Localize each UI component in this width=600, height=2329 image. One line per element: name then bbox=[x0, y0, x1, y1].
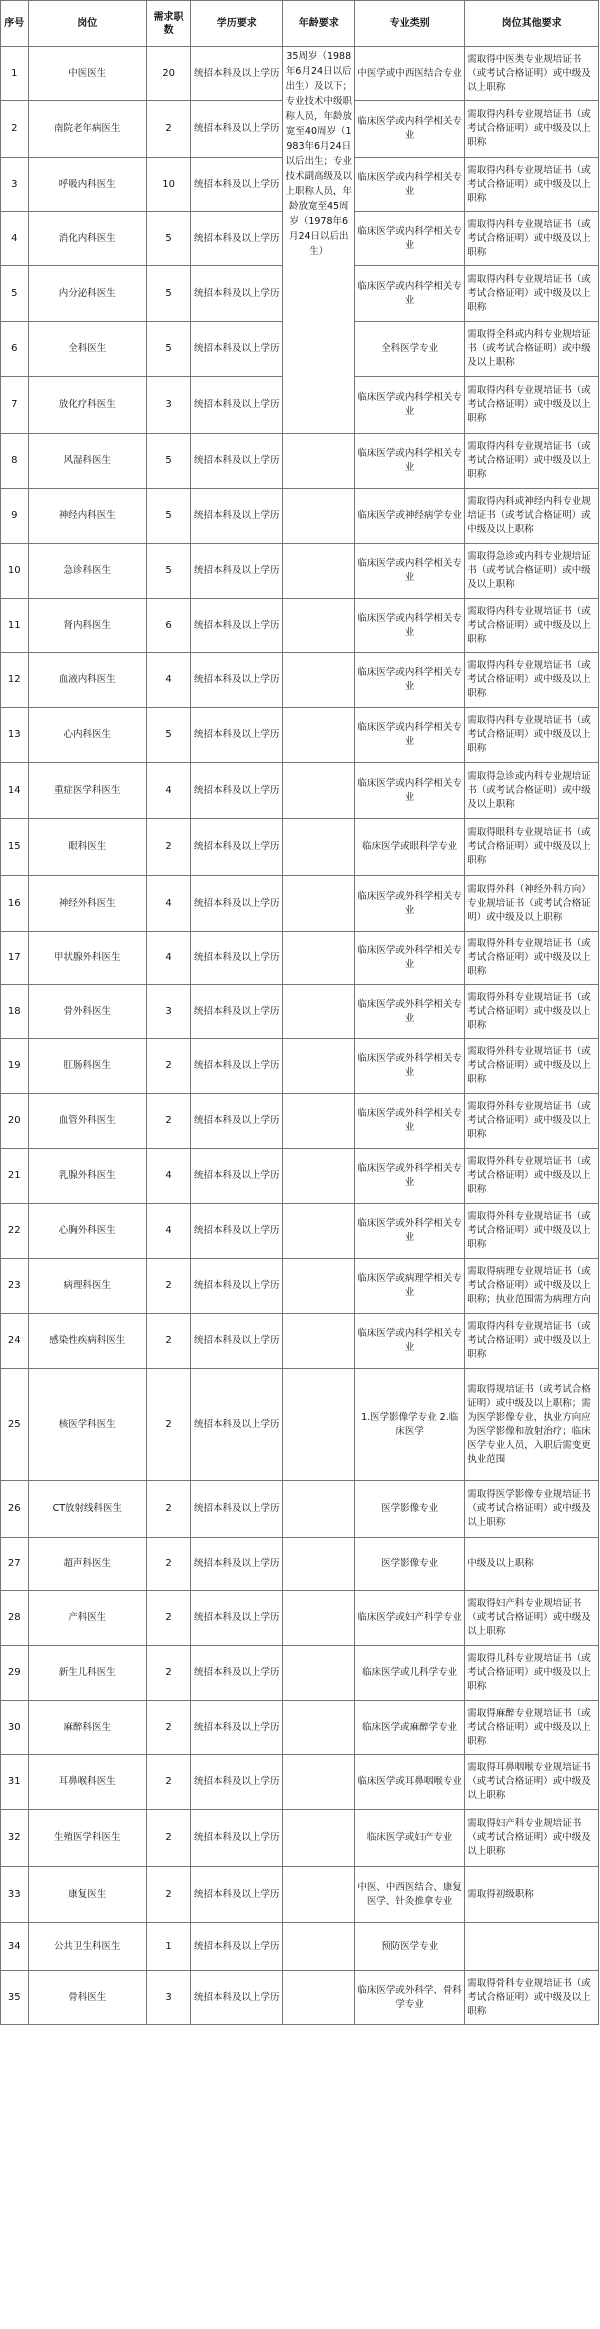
cell-education: 统招本科及以上学历 bbox=[191, 1646, 283, 1701]
cell-post: 肛肠科医生 bbox=[28, 1039, 146, 1094]
table-row bbox=[1, 1810, 599, 1867]
cell-education: 统招本科及以上学历 bbox=[191, 1810, 283, 1867]
cell-post: 肾内科医生 bbox=[28, 599, 146, 653]
cell-age-blank bbox=[283, 1039, 355, 1094]
cell-other-requirements: 需取得外科专业规培证书（或考试合格证明）或中级及以上职称 bbox=[465, 1094, 599, 1149]
cell-age-blank bbox=[283, 1259, 355, 1314]
cell-no: 31 bbox=[1, 1755, 29, 1810]
cell-education: 统招本科及以上学历 bbox=[191, 212, 283, 266]
cell-age-blank bbox=[283, 1314, 355, 1369]
cell-education: 统招本科及以上学历 bbox=[191, 653, 283, 708]
cell-age-blank bbox=[283, 819, 355, 876]
cell-age-blank bbox=[283, 1646, 355, 1701]
cell-education: 统招本科及以上学历 bbox=[191, 1481, 283, 1538]
cell-post: 超声科医生 bbox=[28, 1538, 146, 1591]
table-row bbox=[1, 763, 599, 819]
cell-count: 4 bbox=[147, 763, 191, 819]
cell-education: 统招本科及以上学历 bbox=[191, 489, 283, 544]
cell-age-blank bbox=[283, 599, 355, 653]
cell-major: 临床医学或内科学相关专业 bbox=[355, 599, 465, 653]
cell-education: 统招本科及以上学历 bbox=[191, 1971, 283, 2025]
cell-count: 3 bbox=[147, 1971, 191, 2025]
cell-education: 统招本科及以上学历 bbox=[191, 544, 283, 599]
cell-no: 23 bbox=[1, 1259, 29, 1314]
cell-education: 统招本科及以上学历 bbox=[191, 1867, 283, 1923]
cell-major: 临床医学或内科学相关专业 bbox=[355, 544, 465, 599]
cell-education: 统招本科及以上学历 bbox=[191, 876, 283, 932]
cell-no: 7 bbox=[1, 377, 29, 434]
cell-major: 临床医学或外科学相关专业 bbox=[355, 1204, 465, 1259]
cell-other-requirements bbox=[465, 1923, 599, 1971]
cell-age-blank bbox=[283, 985, 355, 1039]
cell-education: 统招本科及以上学历 bbox=[191, 1094, 283, 1149]
cell-no: 10 bbox=[1, 544, 29, 599]
cell-age-blank bbox=[283, 1810, 355, 1867]
cell-major: 医学影像专业 bbox=[355, 1538, 465, 1591]
table-body bbox=[1, 47, 599, 2025]
table-row bbox=[1, 1971, 599, 2025]
header-other: 岗位其他要求 bbox=[465, 1, 599, 47]
table-row bbox=[1, 1204, 599, 1259]
cell-other-requirements: 需取得内科专业规培证书（或考试合格证明）或中级及以上职称 bbox=[465, 434, 599, 489]
cell-education: 统招本科及以上学历 bbox=[191, 1259, 283, 1314]
cell-major: 临床医学或内科学相关专业 bbox=[355, 653, 465, 708]
table-row bbox=[1, 1314, 599, 1369]
cell-other-requirements: 需取得外科专业规培证书（或考试合格证明）或中级及以上职称 bbox=[465, 932, 599, 985]
cell-count: 6 bbox=[147, 599, 191, 653]
cell-other-requirements: 需取得内科专业规培证书（或考试合格证明）或中级及以上职称 bbox=[465, 708, 599, 763]
cell-count: 2 bbox=[147, 1314, 191, 1369]
cell-major: 预防医学专业 bbox=[355, 1923, 465, 1971]
cell-post: 甲状腺外科医生 bbox=[28, 932, 146, 985]
cell-no: 35 bbox=[1, 1971, 29, 2025]
cell-post: 南院老年病医生 bbox=[28, 101, 146, 158]
cell-other-requirements: 需取得外科专业规培证书（或考试合格证明）或中级及以上职称 bbox=[465, 985, 599, 1039]
cell-other-requirements: 需取得外科专业规培证书（或考试合格证明）或中级及以上职称 bbox=[465, 1039, 599, 1094]
cell-education: 统招本科及以上学历 bbox=[191, 1591, 283, 1646]
cell-major: 临床医学或外科学相关专业 bbox=[355, 932, 465, 985]
cell-post: 神经内科医生 bbox=[28, 489, 146, 544]
cell-other-requirements: 需取得病理专业规培证书（或考试合格证明）或中级及以上职称；执业范围需为病理方向 bbox=[465, 1259, 599, 1314]
cell-count: 1 bbox=[147, 1923, 191, 1971]
cell-age-blank bbox=[283, 1867, 355, 1923]
cell-no: 2 bbox=[1, 101, 29, 158]
cell-post: 呼吸内科医生 bbox=[28, 158, 146, 212]
cell-other-requirements: 需取得骨科专业规培证书（或考试合格证明）或中级及以上职称 bbox=[465, 1971, 599, 2025]
cell-count: 5 bbox=[147, 266, 191, 322]
table-row bbox=[1, 819, 599, 876]
cell-age-blank bbox=[283, 1149, 355, 1204]
cell-age-blank bbox=[283, 1204, 355, 1259]
cell-post: 眼科医生 bbox=[28, 819, 146, 876]
cell-major: 全科医学专业 bbox=[355, 322, 465, 377]
cell-age-requirement: 35周岁（1988年6月24日以后出生）及以下；专业技术中级职称人员，年龄放宽至40周岁（1983年6月24日以后出生；专业技术副高级及以上职称人员，年龄放宽至45周岁（1978年6月24日以后出生） bbox=[283, 47, 355, 434]
cell-count: 20 bbox=[147, 47, 191, 101]
cell-count: 2 bbox=[147, 101, 191, 158]
cell-major: 临床医学或神经病学专业 bbox=[355, 489, 465, 544]
cell-other-requirements: 需取得规培证书（或考试合格证明）或中级及以上职称；需为医学影像专业，执业方向应为医学影像和放射治疗；临床医学专业人员，入职后需变更执业范围 bbox=[465, 1369, 599, 1481]
cell-post: 新生儿科医生 bbox=[28, 1646, 146, 1701]
cell-education: 统招本科及以上学历 bbox=[191, 932, 283, 985]
cell-count: 4 bbox=[147, 653, 191, 708]
cell-no: 22 bbox=[1, 1204, 29, 1259]
table-row bbox=[1, 434, 599, 489]
table-row bbox=[1, 1867, 599, 1923]
cell-other-requirements: 需取得内科专业规培证书（或考试合格证明）或中级及以上职称 bbox=[465, 101, 599, 158]
cell-count: 2 bbox=[147, 1538, 191, 1591]
cell-age-blank bbox=[283, 1369, 355, 1481]
cell-other-requirements: 需取得外科专业规培证书（或考试合格证明）或中级及以上职称 bbox=[465, 1204, 599, 1259]
cell-no: 1 bbox=[1, 47, 29, 101]
cell-post: 生殖医学科医生 bbox=[28, 1810, 146, 1867]
cell-count: 5 bbox=[147, 544, 191, 599]
cell-major: 临床医学或外科学、骨科学专业 bbox=[355, 1971, 465, 2025]
cell-count: 3 bbox=[147, 377, 191, 434]
cell-other-requirements: 需取得中医类专业规培证书（或考试合格证明）或中级及以上职称 bbox=[465, 47, 599, 101]
cell-post: 核医学科医生 bbox=[28, 1369, 146, 1481]
cell-major: 临床医学或内科学相关专业 bbox=[355, 101, 465, 158]
cell-count: 2 bbox=[147, 1094, 191, 1149]
cell-other-requirements: 需取得内科专业规培证书（或考试合格证明）或中级及以上职称 bbox=[465, 212, 599, 266]
cell-age-blank bbox=[283, 1701, 355, 1755]
table-row bbox=[1, 1646, 599, 1701]
cell-count: 4 bbox=[147, 1204, 191, 1259]
cell-major: 临床医学或麻醉学专业 bbox=[355, 1701, 465, 1755]
cell-no: 14 bbox=[1, 763, 29, 819]
cell-count: 2 bbox=[147, 819, 191, 876]
cell-major: 临床医学或外科学相关专业 bbox=[355, 1039, 465, 1094]
cell-major: 临床医学或内科学相关专业 bbox=[355, 212, 465, 266]
cell-count: 2 bbox=[147, 1701, 191, 1755]
cell-other-requirements: 需取得耳鼻咽喉专业规培证书（或考试合格证明）或中级及以上职称 bbox=[465, 1755, 599, 1810]
cell-age-blank bbox=[283, 932, 355, 985]
cell-post: 风湿科医生 bbox=[28, 434, 146, 489]
cell-no: 34 bbox=[1, 1923, 29, 1971]
cell-other-requirements: 需取得初级职称 bbox=[465, 1867, 599, 1923]
cell-major: 临床医学或妇产专业 bbox=[355, 1810, 465, 1867]
cell-post: 重症医学科医生 bbox=[28, 763, 146, 819]
cell-other-requirements: 需取得妇产科专业规培证书（或考试合格证明）或中级及以上职称 bbox=[465, 1591, 599, 1646]
cell-major: 临床医学或内科学相关专业 bbox=[355, 708, 465, 763]
cell-no: 19 bbox=[1, 1039, 29, 1094]
cell-major: 中医学或中西医结合专业 bbox=[355, 47, 465, 101]
cell-age-blank bbox=[283, 876, 355, 932]
table-row bbox=[1, 1481, 599, 1538]
cell-other-requirements: 需取得内科专业规培证书（或考试合格证明）或中级及以上职称 bbox=[465, 599, 599, 653]
cell-count: 2 bbox=[147, 1755, 191, 1810]
cell-no: 25 bbox=[1, 1369, 29, 1481]
cell-count: 2 bbox=[147, 1810, 191, 1867]
cell-other-requirements: 需取得眼科专业规培证书（或考试合格证明）或中级及以上职称 bbox=[465, 819, 599, 876]
cell-post: 内分泌科医生 bbox=[28, 266, 146, 322]
cell-no: 26 bbox=[1, 1481, 29, 1538]
cell-other-requirements: 需取得内科专业规培证书（或考试合格证明）或中级及以上职称 bbox=[465, 1314, 599, 1369]
cell-education: 统招本科及以上学历 bbox=[191, 763, 283, 819]
cell-post: 感染性疾病科医生 bbox=[28, 1314, 146, 1369]
cell-no: 13 bbox=[1, 708, 29, 763]
cell-post: 乳腺外科医生 bbox=[28, 1149, 146, 1204]
cell-no: 33 bbox=[1, 1867, 29, 1923]
cell-count: 5 bbox=[147, 708, 191, 763]
cell-major: 临床医学或妇产科学专业 bbox=[355, 1591, 465, 1646]
table-row bbox=[1, 47, 599, 101]
cell-major: 临床医学或外科学相关专业 bbox=[355, 1149, 465, 1204]
cell-count: 10 bbox=[147, 158, 191, 212]
cell-education: 统招本科及以上学历 bbox=[191, 377, 283, 434]
cell-no: 9 bbox=[1, 489, 29, 544]
cell-count: 5 bbox=[147, 434, 191, 489]
cell-age-blank bbox=[283, 1971, 355, 2025]
cell-count: 2 bbox=[147, 1646, 191, 1701]
cell-post: 中医医生 bbox=[28, 47, 146, 101]
table-row bbox=[1, 1701, 599, 1755]
cell-count: 5 bbox=[147, 212, 191, 266]
cell-other-requirements: 需取得全科或内科专业规培证书（或考试合格证明）或中级及以上职称 bbox=[465, 322, 599, 377]
cell-other-requirements: 需取得内科专业规培证书（或考试合格证明）或中级及以上职称 bbox=[465, 158, 599, 212]
cell-no: 5 bbox=[1, 266, 29, 322]
cell-count: 3 bbox=[147, 985, 191, 1039]
cell-other-requirements: 中级及以上职称 bbox=[465, 1538, 599, 1591]
cell-other-requirements: 需取得内科专业规培证书（或考试合格证明）或中级及以上职称 bbox=[465, 266, 599, 322]
cell-other-requirements: 需取得内科或神经内科专业规培证书（或考试合格证明）或中级及以上职称 bbox=[465, 489, 599, 544]
cell-count: 5 bbox=[147, 322, 191, 377]
cell-major: 临床医学或外科学相关专业 bbox=[355, 1094, 465, 1149]
cell-other-requirements: 需取得妇产科专业规培证书（或考试合格证明）或中级及以上职称 bbox=[465, 1810, 599, 1867]
cell-no: 4 bbox=[1, 212, 29, 266]
cell-age-blank bbox=[283, 489, 355, 544]
cell-no: 17 bbox=[1, 932, 29, 985]
cell-other-requirements: 需取得外科（神经外科方向）专业规培证书（或考试合格证明）或中级及以上职称 bbox=[465, 876, 599, 932]
cell-no: 18 bbox=[1, 985, 29, 1039]
cell-no: 6 bbox=[1, 322, 29, 377]
cell-education: 统招本科及以上学历 bbox=[191, 1701, 283, 1755]
cell-age-blank bbox=[283, 1923, 355, 1971]
table-row bbox=[1, 1039, 599, 1094]
cell-age-blank bbox=[283, 653, 355, 708]
cell-post: 康复医生 bbox=[28, 1867, 146, 1923]
cell-post: 全科医生 bbox=[28, 322, 146, 377]
cell-major: 临床医学或外科学相关专业 bbox=[355, 876, 465, 932]
cell-education: 统招本科及以上学历 bbox=[191, 47, 283, 101]
cell-other-requirements: 需取得外科专业规培证书（或考试合格证明）或中级及以上职称 bbox=[465, 1149, 599, 1204]
cell-major: 中医、中西医结合、康复医学、针灸推拿专业 bbox=[355, 1867, 465, 1923]
table-header-row bbox=[1, 1, 599, 47]
header-major: 专业类别 bbox=[355, 1, 465, 47]
cell-major: 1.医学影像学专业 2.临床医学 bbox=[355, 1369, 465, 1481]
cell-education: 统招本科及以上学历 bbox=[191, 1314, 283, 1369]
cell-count: 4 bbox=[147, 1149, 191, 1204]
table-row bbox=[1, 544, 599, 599]
cell-post: 骨外科医生 bbox=[28, 985, 146, 1039]
cell-age-blank bbox=[283, 1755, 355, 1810]
cell-major: 临床医学或内科学相关专业 bbox=[355, 377, 465, 434]
cell-no: 24 bbox=[1, 1314, 29, 1369]
cell-no: 28 bbox=[1, 1591, 29, 1646]
cell-count: 2 bbox=[147, 1369, 191, 1481]
cell-major: 临床医学或外科学相关专业 bbox=[355, 985, 465, 1039]
cell-post: 心内科医生 bbox=[28, 708, 146, 763]
cell-post: 放化疗科医生 bbox=[28, 377, 146, 434]
cell-major: 临床医学或眼科学专业 bbox=[355, 819, 465, 876]
table-row bbox=[1, 489, 599, 544]
cell-other-requirements: 需取得内科专业规培证书（或考试合格证明）或中级及以上职称 bbox=[465, 653, 599, 708]
cell-education: 统招本科及以上学历 bbox=[191, 1204, 283, 1259]
cell-post: 消化内科医生 bbox=[28, 212, 146, 266]
cell-no: 15 bbox=[1, 819, 29, 876]
table-row bbox=[1, 1923, 599, 1971]
cell-age-blank bbox=[283, 544, 355, 599]
table-row bbox=[1, 932, 599, 985]
cell-no: 3 bbox=[1, 158, 29, 212]
cell-count: 5 bbox=[147, 489, 191, 544]
table-row bbox=[1, 876, 599, 932]
cell-age-blank bbox=[283, 434, 355, 489]
cell-no: 30 bbox=[1, 1701, 29, 1755]
cell-age-blank bbox=[283, 1538, 355, 1591]
cell-count: 2 bbox=[147, 1259, 191, 1314]
header-education: 学历要求 bbox=[191, 1, 283, 47]
cell-no: 11 bbox=[1, 599, 29, 653]
table-row bbox=[1, 985, 599, 1039]
cell-age-blank bbox=[283, 1591, 355, 1646]
cell-post: 产科医生 bbox=[28, 1591, 146, 1646]
table-row bbox=[1, 708, 599, 763]
table-row bbox=[1, 1591, 599, 1646]
cell-major: 临床医学或儿科学专业 bbox=[355, 1646, 465, 1701]
cell-post: 血管外科医生 bbox=[28, 1094, 146, 1149]
cell-count: 2 bbox=[147, 1039, 191, 1094]
cell-other-requirements: 需取得急诊或内科专业规培证书（或考试合格证明）或中级及以上职称 bbox=[465, 544, 599, 599]
table-row bbox=[1, 1149, 599, 1204]
cell-age-blank bbox=[283, 1481, 355, 1538]
cell-no: 20 bbox=[1, 1094, 29, 1149]
cell-education: 统招本科及以上学历 bbox=[191, 434, 283, 489]
header-count: 需求职数 bbox=[147, 1, 191, 47]
table-row bbox=[1, 1094, 599, 1149]
cell-major: 医学影像专业 bbox=[355, 1481, 465, 1538]
cell-education: 统招本科及以上学历 bbox=[191, 1755, 283, 1810]
header-age: 年龄要求 bbox=[283, 1, 355, 47]
cell-education: 统招本科及以上学历 bbox=[191, 985, 283, 1039]
cell-education: 统招本科及以上学历 bbox=[191, 819, 283, 876]
cell-count: 2 bbox=[147, 1867, 191, 1923]
cell-major: 临床医学或内科学相关专业 bbox=[355, 1314, 465, 1369]
cell-other-requirements: 需取得麻醉专业规培证书（或考试合格证明）或中级及以上职称 bbox=[465, 1701, 599, 1755]
cell-post: 麻醉科医生 bbox=[28, 1701, 146, 1755]
cell-no: 16 bbox=[1, 876, 29, 932]
cell-education: 统招本科及以上学历 bbox=[191, 708, 283, 763]
cell-count: 4 bbox=[147, 876, 191, 932]
cell-age-blank bbox=[283, 763, 355, 819]
cell-other-requirements: 需取得儿科专业规培证书（或考试合格证明）或中级及以上职称 bbox=[465, 1646, 599, 1701]
table-row bbox=[1, 1259, 599, 1314]
header-post: 岗位 bbox=[28, 1, 146, 47]
cell-education: 统招本科及以上学历 bbox=[191, 1538, 283, 1591]
cell-education: 统招本科及以上学历 bbox=[191, 322, 283, 377]
cell-education: 统招本科及以上学历 bbox=[191, 1039, 283, 1094]
cell-post: 耳鼻喉科医生 bbox=[28, 1755, 146, 1810]
cell-education: 统招本科及以上学历 bbox=[191, 266, 283, 322]
table-row bbox=[1, 599, 599, 653]
cell-no: 32 bbox=[1, 1810, 29, 1867]
table-row bbox=[1, 1755, 599, 1810]
cell-education: 统招本科及以上学历 bbox=[191, 599, 283, 653]
cell-count: 4 bbox=[147, 932, 191, 985]
cell-education: 统招本科及以上学历 bbox=[191, 1149, 283, 1204]
cell-other-requirements: 需取得医学影像专业规培证书（或考试合格证明）或中级及以上职称 bbox=[465, 1481, 599, 1538]
cell-post: 血液内科医生 bbox=[28, 653, 146, 708]
cell-post: 神经外科医生 bbox=[28, 876, 146, 932]
cell-major: 临床医学或内科学相关专业 bbox=[355, 763, 465, 819]
cell-count: 2 bbox=[147, 1591, 191, 1646]
cell-age-blank bbox=[283, 1094, 355, 1149]
cell-post: 病理科医生 bbox=[28, 1259, 146, 1314]
table-row bbox=[1, 1369, 599, 1481]
cell-education: 统招本科及以上学历 bbox=[191, 1923, 283, 1971]
cell-major: 临床医学或耳鼻咽喉专业 bbox=[355, 1755, 465, 1810]
cell-no: 21 bbox=[1, 1149, 29, 1204]
cell-post: 公共卫生科医生 bbox=[28, 1923, 146, 1971]
table-row bbox=[1, 653, 599, 708]
cell-other-requirements: 需取得内科专业规培证书（或考试合格证明）或中级及以上职称 bbox=[465, 377, 599, 434]
cell-no: 8 bbox=[1, 434, 29, 489]
cell-post: CT放射线科医生 bbox=[28, 1481, 146, 1538]
cell-count: 2 bbox=[147, 1481, 191, 1538]
cell-education: 统招本科及以上学历 bbox=[191, 158, 283, 212]
cell-education: 统招本科及以上学历 bbox=[191, 1369, 283, 1481]
header-no: 序号 bbox=[1, 1, 29, 47]
cell-age-blank bbox=[283, 708, 355, 763]
cell-other-requirements: 需取得急诊或内科专业规培证书（或考试合格证明）或中级及以上职称 bbox=[465, 763, 599, 819]
cell-major: 临床医学或内科学相关专业 bbox=[355, 266, 465, 322]
cell-major: 临床医学或病理学相关专业 bbox=[355, 1259, 465, 1314]
cell-post: 心胸外科医生 bbox=[28, 1204, 146, 1259]
cell-no: 29 bbox=[1, 1646, 29, 1701]
table-row bbox=[1, 1538, 599, 1591]
cell-major: 临床医学或内科学相关专业 bbox=[355, 434, 465, 489]
cell-post: 急诊科医生 bbox=[28, 544, 146, 599]
cell-major: 临床医学或内科学相关专业 bbox=[355, 158, 465, 212]
cell-no: 12 bbox=[1, 653, 29, 708]
cell-post: 骨科医生 bbox=[28, 1971, 146, 2025]
cell-no: 27 bbox=[1, 1538, 29, 1591]
cell-education: 统招本科及以上学历 bbox=[191, 101, 283, 158]
